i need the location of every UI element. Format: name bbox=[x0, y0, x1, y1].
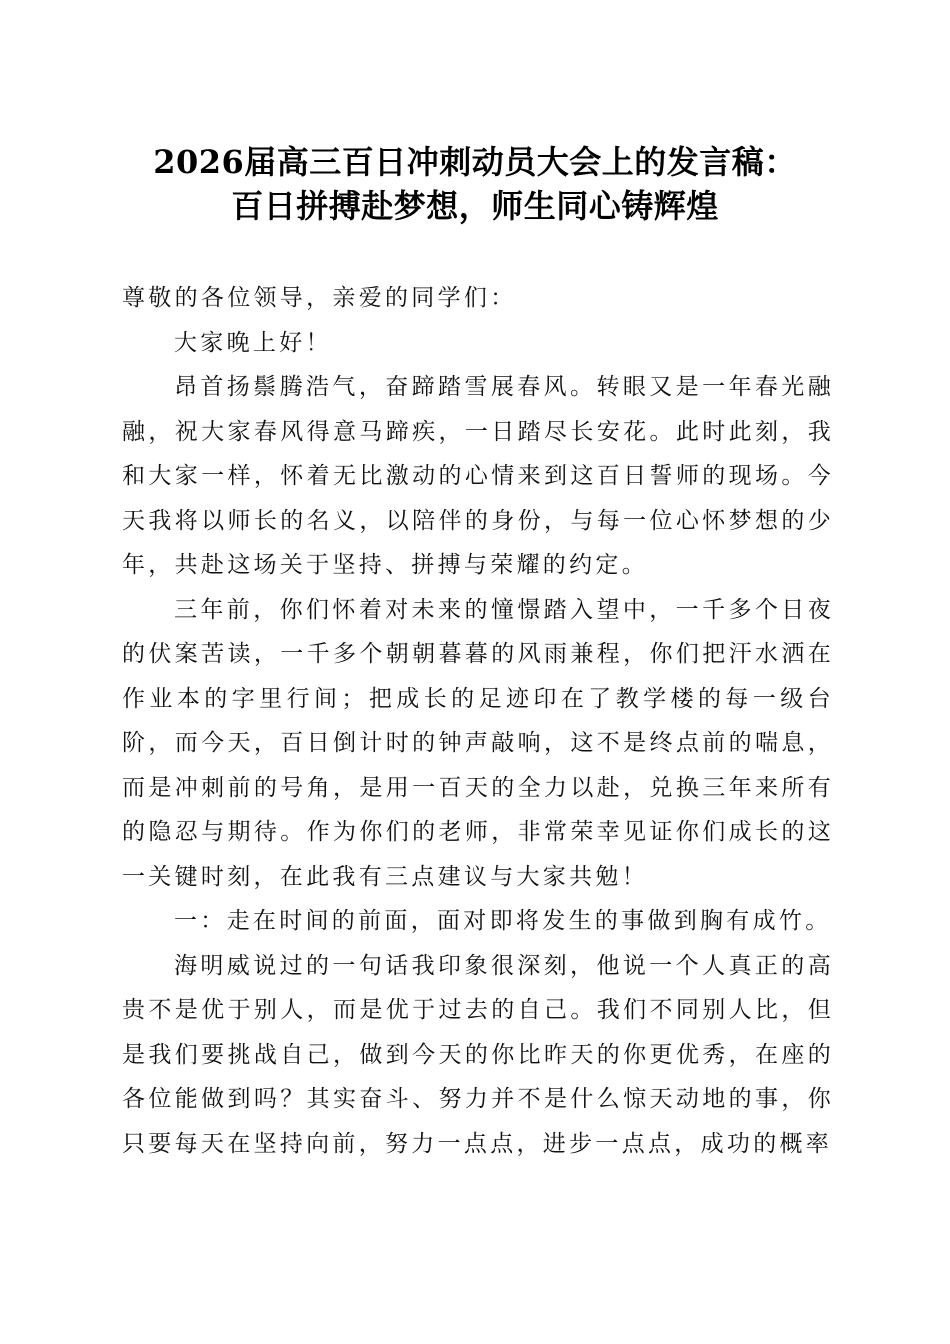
paragraph-three-years: 三年前，你们怀着对未来的憧憬踏入望中，一千多个日夜的伏案苦读，一千多个朝朝暮暮的风雨兼程，你们把汗水洒在作业本的字里行间；把成长的足迹印在了教学楼的每一级台阶，而今天，百日倒计时的钟声敲响，这不是终点前的喘息，而是冲刺前的号角，是用一百天的全力以赴，兑换三年来所有的隐忍与期待。作为你们的老师，非常荣幸见证你们成长的这一关键时刻，在此我有三点建议与大家共勉！ bbox=[122, 596, 834, 890]
paragraph-hemingway: 海明威说过的一句话我印象很深刻，他说一个人真正的高贵不是优于别人，而是优于过去的自己。我们不同别人比，但是我们要挑战自己，做到今天的你比昨天的你更优秀，在座的各位能做到吗？其实奋斗、努力并不是什么惊天动地的事，你只要每天在坚持向前，努力一点点，进步一点点，成功的概率 bbox=[122, 952, 834, 1157]
document-body bbox=[122, 276, 834, 1166]
salutation: 尊敬的各位领导，亲爱的同学们： bbox=[122, 285, 517, 311]
document-title-line-2: 百日拼搏赴梦想，师生同心铸辉煌 bbox=[231, 187, 719, 225]
paragraph-opening: 昂首扬鬃腾浩气，奋蹄踏雪展春风。转眼又是一年春光融融，祝大家春风得意马蹄疾，一日踏尽长安花。此时此刻，我和大家一样，怀着无比激动的心情来到这百日誓师的现场。今天我将以师长的名义，以陪伴的身份，与每一位心怀梦想的少年，共赴这场关于坚持、拼搏与荣耀的约定。 bbox=[122, 374, 834, 578]
document-title-line-1: 2026届高三百日冲刺动员大会上的发言稿： bbox=[153, 143, 797, 181]
paragraph-greeting: 大家晚上好！ bbox=[174, 329, 332, 356]
paragraph-point-one-heading: 一：走在时间的前面，面对即将发生的事做到胸有成竹。 bbox=[174, 908, 832, 934]
